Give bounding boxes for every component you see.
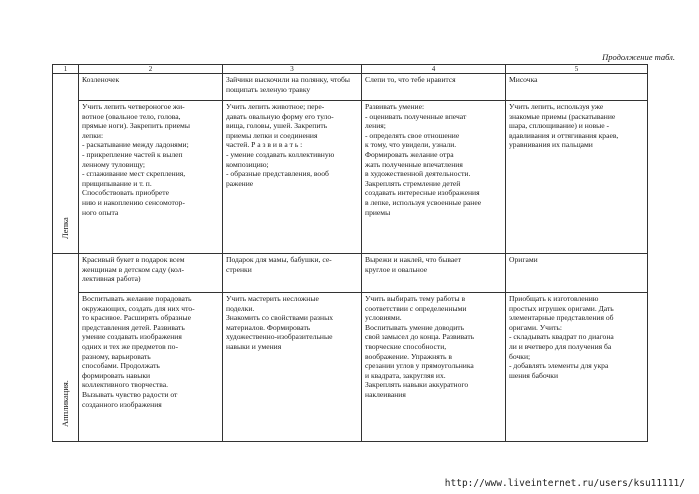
text-line: Вызывать чувство радости от [82, 389, 178, 399]
text-line: ления; [365, 121, 386, 131]
section-label-applique: Аппликация. [59, 380, 70, 428]
applique-heading [506, 254, 648, 293]
section-label-cell [53, 254, 79, 442]
text-line: простых игрушек оригами. Дать [509, 303, 614, 313]
text-line: Воспитывать умение доводить [365, 322, 465, 332]
applique-row [53, 293, 648, 442]
text-line: условиями. [365, 313, 402, 323]
text-line: поделки. [226, 303, 255, 313]
text-line: Вырежи и наклей, что бывает [365, 255, 461, 264]
text-line: приемы [365, 207, 391, 217]
applique-heading [362, 254, 506, 293]
text-line: Учить мастерить несложные [226, 294, 319, 303]
text-line: формировать навыки [82, 370, 151, 380]
text-line: композицию; [226, 159, 269, 169]
text-line: создавать интересные изображения [365, 188, 480, 198]
text-line: - определять свое отношение [365, 130, 460, 140]
text-line: ного опыта [82, 207, 119, 217]
text-line: вища, головы, ушей. Закрепить [226, 121, 328, 131]
text-line: навыки и умения [226, 341, 282, 351]
text-line: материалов. Формировать [226, 322, 311, 332]
lesson-table [52, 64, 648, 442]
topic-heading: Зайчики выскочили на полянку, чтобы пощипать зеленую травку [223, 74, 362, 101]
text-line: Приобщать к изготовлению [509, 294, 599, 303]
text-line: жать полученные впечатления [365, 159, 463, 169]
text-line: окружающих, создать для них что- [82, 303, 195, 313]
applique-heading-row [53, 254, 648, 293]
column-number: 3 [223, 65, 362, 74]
lepka-cell [223, 101, 362, 254]
applique-heading [79, 254, 223, 293]
text-line: Способствовать приобрете [82, 188, 169, 198]
text-line: соответствии с определенными [365, 303, 467, 313]
text-line: - прикрепление частей к вылеп [82, 149, 183, 159]
lepka-cell [506, 101, 648, 254]
text-line: - раскатывание между ладонями; [82, 140, 189, 150]
text-line: и квадрата, закругляя их. [365, 370, 446, 380]
text-line: оригами. Учить: [509, 322, 562, 332]
table-caption: Продолжение табл. [602, 52, 675, 62]
text-line: уравнивания их пальцами [509, 140, 593, 150]
text-line: воображение. Упражнять в [365, 351, 452, 361]
text-line: стренки [226, 264, 252, 274]
column-number-row [53, 65, 648, 74]
text-line: Формировать желание отра [365, 149, 454, 159]
text-line: Красивый букет в подарок всем [82, 255, 185, 264]
text-line: ленному туловищу; [82, 159, 146, 169]
text-line: коллективного творчества. [82, 380, 169, 390]
text-line: Учить лепить животное; пере- [226, 102, 325, 111]
text-line: представления детей. Развивать [82, 322, 185, 332]
topic-heading: Козленочек [79, 74, 223, 101]
text-line: лективная работа) [82, 274, 141, 284]
text-line: в лепке, используя усвоенные ранее [365, 197, 482, 207]
column-number: 4 [362, 65, 506, 74]
lepka-cell [362, 101, 506, 254]
text-line: элементарные представления об [509, 313, 614, 323]
text-line: творческие способности, [365, 341, 447, 351]
text-line: Учить лепить четвероногое жи- [82, 102, 185, 111]
text-line: вдавливания и оттягивания краев, [509, 130, 619, 140]
column-number: 2 [79, 65, 223, 74]
text-line: круглое и овальное [365, 264, 428, 274]
text-line: наклеивания [365, 389, 406, 399]
text-line: Закреплять навыки аккуратного [365, 380, 469, 390]
text-line: свой замысел до конца. Развивать [365, 332, 475, 342]
applique-cell [223, 293, 362, 442]
topic-heading: Слепи то, что тебе нравится [362, 74, 506, 101]
text-line: знакомые приемы (раскатывание [509, 111, 616, 121]
text-line: - складывать квадрат по диагона [509, 332, 614, 342]
text-line: разному, варьировать [82, 351, 151, 361]
text-line: - умение создавать коллективную [226, 149, 335, 159]
text-line: Воспитывать желание порадовать [82, 294, 192, 303]
text-line: бочки; [509, 351, 531, 361]
applique-cell [362, 293, 506, 442]
text-line: нию и накоплению сенсомотор- [82, 197, 185, 207]
text-line: ражение [226, 178, 254, 188]
text-line: Учить выбирать тему работы в [365, 294, 466, 303]
text-line: Подарок для мамы, бабушки, се- [226, 255, 332, 264]
text-line: созданного изображения [82, 399, 162, 409]
text-line: к тому, что увидели, узнали. [365, 140, 457, 150]
text-line: вотное (овальное тело, голова, [82, 111, 181, 121]
section-label-cell [53, 74, 79, 254]
text-line: - образные представления, вооб [226, 169, 329, 179]
column-number: 5 [506, 65, 648, 74]
text-line: шара, сплющивание) и новые - [509, 121, 610, 131]
text-line: женщинам в детском саду (кол- [82, 264, 185, 274]
text-line: Учить лепить, используя уже [509, 102, 604, 111]
text-line: частей. Р а з в и в а т ь : [226, 140, 303, 150]
text-line: прямые ноги). Закрепить приемы [82, 121, 190, 131]
text-line: - сглаживание мест скрепления, [82, 169, 186, 179]
watermark-url: http://www.liveinternet.ru/users/ksu11111/ [444, 478, 685, 489]
text-line: то красивое. Расширять образные [82, 313, 192, 323]
lepka-row [53, 101, 648, 254]
text-line: прищипывание и т. п. [82, 178, 152, 188]
text-line: умение создавать изображения [82, 332, 182, 342]
text-line: Закреплять стремление детей [365, 178, 461, 188]
text-line: приемы лепки и соединения [226, 130, 318, 140]
text-line: в художественной деятельности. [365, 169, 471, 179]
applique-heading [223, 254, 362, 293]
text-line: лепки: [82, 130, 104, 140]
text-line: давать овальную форму его туло- [226, 111, 334, 121]
lepka-cell [79, 101, 223, 254]
text-line: Знакомить со свойствами разных [226, 313, 334, 323]
text-line: ли и вчетверо для получения ба [509, 341, 612, 351]
text-line: художественно-изобразительные [226, 332, 333, 342]
text-line: шения бабочки [509, 370, 559, 380]
applique-cell [79, 293, 223, 442]
topic-heading: Мисочка [506, 74, 648, 101]
text-line: срезании углов у прямоугольника [365, 361, 474, 371]
section-label-lepka: Лепка [59, 217, 70, 240]
heading-row [53, 74, 648, 101]
text-line: - оценивать полученные впечат [365, 111, 467, 121]
text-line: способами. Продолжать [82, 361, 160, 371]
column-number: 1 [53, 65, 79, 74]
applique-cell [506, 293, 648, 442]
text-line: одних и тех же предметов по- [82, 341, 178, 351]
text-line: Оригами [509, 255, 538, 264]
text-line: - добавлять элементы для укра [509, 361, 609, 371]
text-line: Развивать умение: [365, 102, 425, 111]
